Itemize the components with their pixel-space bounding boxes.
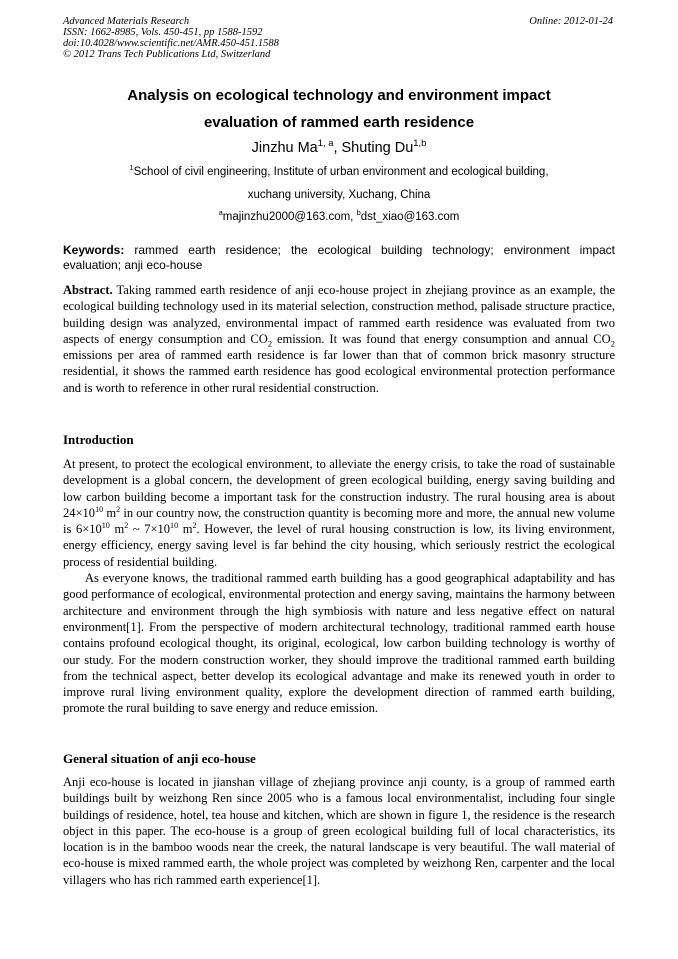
- general-situation-heading: General situation of anji eco-house: [63, 751, 256, 766]
- affiliation-line-1: [63, 163, 615, 178]
- abstract-label: Abstract.: [63, 283, 113, 297]
- intro-p1-sup-5: 10: [170, 521, 179, 531]
- intro-p1-text-g: . However, the level of rural housing construction is low, its living environment, energy efficiency, energy saving level is far behind the city housing, which seriously restrict the ecological process of residential building.: [63, 522, 615, 569]
- online-date: Online: 2012-01-24: [529, 16, 613, 27]
- affiliation-number: 1: [129, 163, 134, 173]
- intro-p1-sup-2: 2: [116, 504, 121, 514]
- email-line: [63, 208, 615, 223]
- intro-p1-sup-4: 2: [124, 521, 129, 531]
- journal-header: [63, 16, 623, 60]
- email-a-marker: a: [218, 208, 223, 218]
- abstract-sub-1: 2: [267, 338, 273, 349]
- affiliation-text-1: School of civil engineering, Institute of urban environment and ecological building,: [133, 166, 549, 178]
- abstract-text-1: Taking rammed earth residence of anji eco-house project in zhejiang province as an example, the ecological building technology used in its material selection, construction method, palisade structure practice, building design was analyzed, environmental impact of rammed earth residence was evaluated from two aspects of energy consumption and CO: [63, 283, 615, 346]
- intro-p1-text-f: m: [178, 522, 193, 537]
- abstract-text-3: emissions per area of rammed earth residence is far lower than that of common brick masonry structure residential, it shows the rammed earth residence has good ecological environmental protection performance and is worth to reference in other rural residential construction.: [63, 348, 615, 395]
- intro-p1-sup-6: 2: [192, 521, 197, 531]
- author-2-affil: 1,b: [413, 137, 427, 149]
- title-line-1: Analysis on ecological technology and environment impact: [127, 87, 551, 104]
- abstract-text-2: emission. It was found that energy consumption and annual CO: [272, 331, 611, 346]
- intro-p1-text-c: in our country now, the construction quantity is becoming more and more, the annual new volume is 6×10: [63, 505, 615, 537]
- paper-title: [63, 82, 615, 136]
- intro-p1-sup-1: 10: [95, 504, 104, 514]
- keywords-text: rammed earth residence; the ecological building technology; environment impact evaluation; anji eco-house: [63, 243, 615, 272]
- copyright-line: © 2012 Trans Tech Publications Ltd, Switzerland: [63, 49, 271, 60]
- keywords-label: Keywords:: [63, 243, 125, 257]
- email-a: majinzhu2000@163.com,: [222, 211, 357, 223]
- introduction-heading: Introduction: [63, 432, 134, 447]
- general-situation-section: [63, 774, 615, 888]
- introduction-paragraph-1: [63, 456, 615, 570]
- intro-p1-text-b: m: [103, 505, 117, 520]
- intro-p1-sup-3: 10: [101, 521, 110, 531]
- intro-p1-text-e: ~ 7×10: [128, 522, 171, 537]
- general-situation-paragraph-1: Anji eco-house is located in jianshan village of zhejiang province anji county, is a group of rammed earth buildings built by weizhong Ren since 2005 who is a famous local environmentalist, including four single buildings of residence, hotel, tea house and kitchen, which are shown in figure 1, the residence is the research object in this paper. The eco-house is a group of green ecological building full of local characteristics, its location is in the bamboo woods near the creek, the natural landscape is very beautiful. The wall material of eco-house is mixed rammed earth, the whole project was completed by weizhong Ren, carpenter and the local villagers who has rich rammed earth experience[1].: [63, 775, 615, 887]
- email-b-marker: b: [356, 208, 361, 218]
- abstract: [63, 282, 615, 396]
- intro-p1-text-a: At present, to protect the ecological environment, to alleviate the energy crisis, to take the road of sustainable development is a global concern, the development of green ecological building, energy saving building and low carbon building become a important task for the construction industry. The rural housing area is about 24×10: [63, 457, 615, 520]
- doi-line: doi:10.4028/www.scientific.net/AMR.450-451.1588: [63, 38, 279, 49]
- author-1-affil: 1, a: [317, 137, 334, 149]
- issn-line: ISSN: 1662-8985, Vols. 450-451, pp 1588-1592: [63, 27, 263, 38]
- introduction-section: [63, 456, 615, 717]
- author-separator: ,: [333, 140, 342, 156]
- affiliation-line-2: xuchang university, Xuchang, China: [247, 189, 431, 201]
- author-1: Jinzhu Ma: [251, 140, 318, 156]
- author-list: [63, 137, 615, 156]
- author-2: Shuting Du: [341, 140, 414, 156]
- journal-name: Advanced Materials Research: [63, 16, 190, 27]
- title-line-2: evaluation of rammed earth residence: [203, 114, 475, 131]
- intro-p1-text-d: m: [109, 522, 125, 537]
- keywords: [63, 243, 615, 272]
- abstract-sub-2: 2: [610, 338, 615, 349]
- introduction-paragraph-2: As everyone knows, the traditional rammed earth building has a good geographical adaptability and has good performance of ecological, environmental protection and energy saving, maintains the harmony between architecture and environment through the high symbiosis with nature and less negative effect on natural environment[1]. From the perspective of modern architectural technology, traditional rammed earth house contains profound ecological thought, its original, ecological, low carbon building technology is worthy of our study. For the modern construction worker, they should improve the traditional rammed earth building from the technical aspect, better develop its ecological advantage and make its renewed youth in order to improve rural living environment quality, explore the development direction of rammed earth building, promote the rural building to save energy and reduce emission.: [63, 571, 615, 716]
- email-b: dst_xiao@163.com: [360, 211, 460, 223]
